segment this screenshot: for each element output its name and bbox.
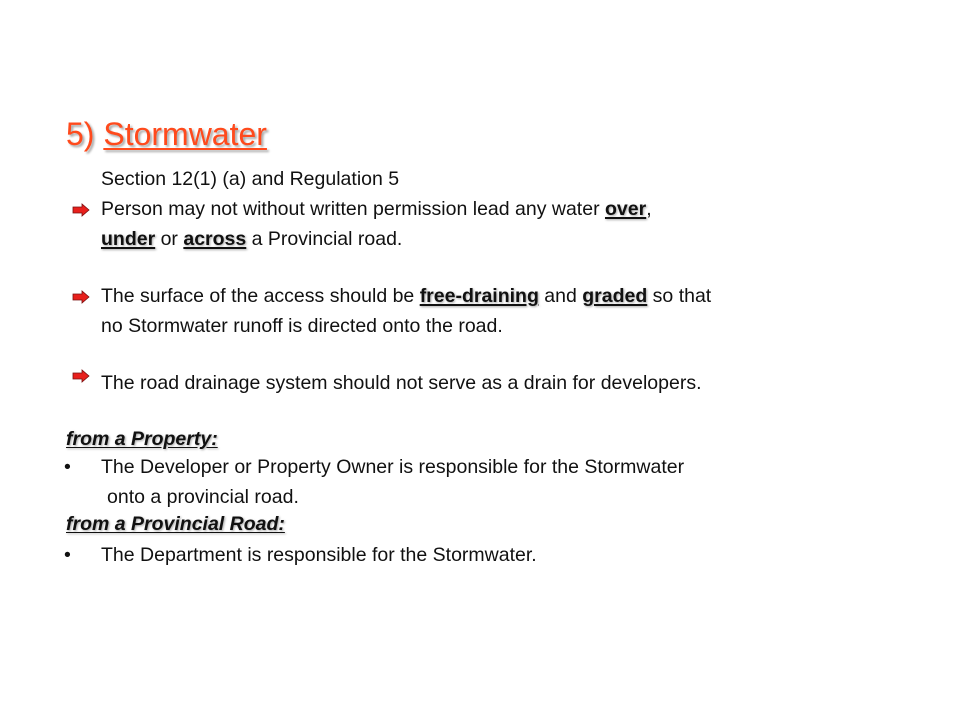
title-number: 5) — [66, 116, 104, 152]
arrow-right-icon — [72, 290, 90, 304]
point-2-line-2: no Stormwater runoff is directed onto the road. — [101, 315, 503, 337]
heading-from-provincial-road: from a Provincial Road: — [66, 513, 285, 535]
property-bullet-line-2: onto a provincial road. — [107, 486, 299, 508]
point-1-text: Person may not without written permission lead any water — [101, 198, 605, 220]
heading-from-property: from a Property: — [66, 428, 218, 450]
emphasis-over: over — [604, 198, 647, 220]
emphasis-graded: graded — [582, 285, 648, 307]
point-1-line-2 — [101, 227, 402, 251]
point-2-text: The surface of the access should be — [101, 285, 420, 307]
point-1-or: or — [155, 228, 184, 250]
point-2-and: and — [538, 285, 583, 307]
emphasis-free-draining: free-draining — [419, 285, 539, 307]
point-1-end: a Provincial road. — [246, 228, 403, 250]
bullet-symbol: • — [64, 456, 71, 478]
section-reference: Section 12(1) (a) and Regulation 5 — [101, 168, 400, 190]
emphasis-under: under — [101, 228, 156, 250]
arrow-right-icon — [72, 203, 90, 217]
title-text: Stormwater — [103, 116, 267, 152]
point-3: The road drainage system should not serve as a drain for developers. — [101, 372, 702, 394]
point-2-sothat: so that — [647, 285, 712, 307]
arrow-right-icon — [72, 369, 90, 383]
point-1-line-1 — [101, 197, 652, 221]
bullet-symbol: • — [64, 544, 71, 566]
emphasis-across: across — [183, 228, 247, 250]
property-bullet-line-1: The Developer or Property Owner is responsible for the Stormwater — [101, 456, 685, 478]
point-2-line-1 — [101, 284, 711, 308]
point-1-comma: , — [646, 198, 652, 220]
road-bullet: The Department is responsible for the Stormwater. — [101, 544, 537, 566]
slide-title — [66, 116, 267, 153]
